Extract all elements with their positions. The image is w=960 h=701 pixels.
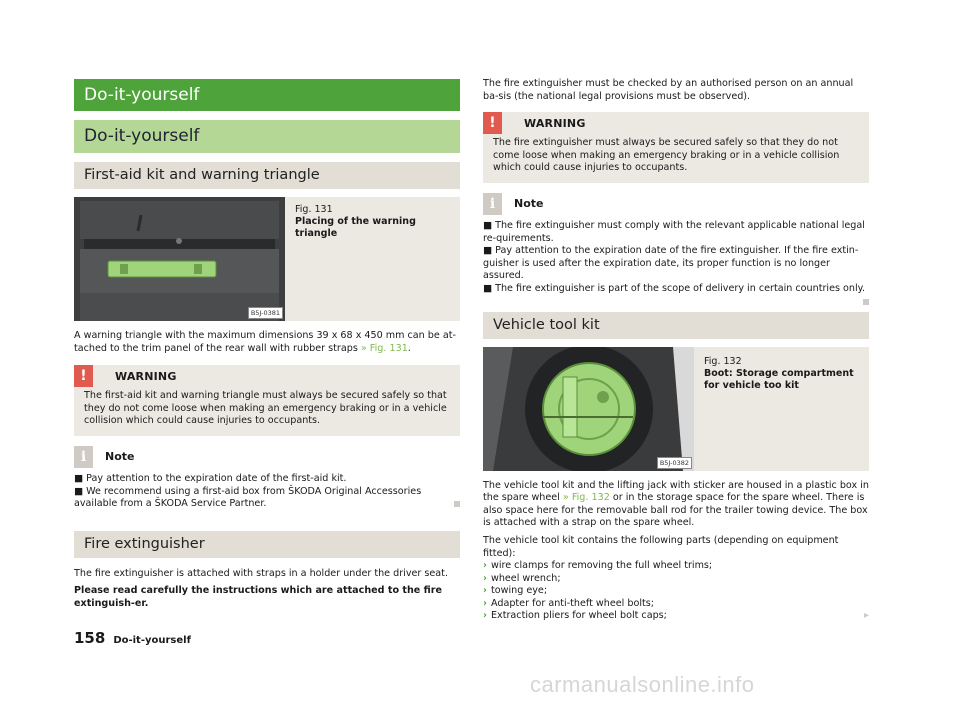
paragraph-text-end: or in the storage space for the spare wheel. There is also space here for the removable ball rod for the trailer towing device. The box is attached with a strap on the spare wheel. <box>483 492 868 529</box>
left-column <box>74 79 460 611</box>
section-heading: Do-it-yourself <box>74 120 460 153</box>
note-title: Note <box>105 450 135 464</box>
paragraph-tool-kit <box>483 480 869 530</box>
section-end-icon <box>863 299 869 305</box>
section-end-icon <box>454 501 460 507</box>
note-heading <box>74 446 460 468</box>
note-item <box>483 283 869 296</box>
list-item: › Extraction pliers for wheel bolt caps; <box>483 610 667 621</box>
note-item <box>74 486 460 511</box>
figure-code: B5J-0381 <box>248 307 283 319</box>
paragraph-inspection: The fire extinguisher must be checked by an authorised person on an annual ba-sis (the national legal provisions must be observed). <box>483 78 854 102</box>
warning-icon: ! <box>483 112 502 134</box>
paragraph-end: . <box>407 342 411 354</box>
figure-number: Fig. 131 <box>295 204 333 215</box>
list-item: › Adapter for anti-theft wheel bolts; <box>483 598 869 611</box>
chapter-heading: Do-it-yourself <box>74 79 460 111</box>
tool-kit-image <box>483 347 694 471</box>
warning-text: The first-aid kit and warning triangle must always be secured safely so that they do not come loose when making an emergency braking or in a vehicle collision which could cause injuries to occupants. <box>84 390 447 427</box>
page-footer <box>74 629 191 647</box>
figure-title: Boot: Storage compartment for vehicle too kit <box>704 367 854 391</box>
list-item-last <box>483 610 869 623</box>
warning-box <box>483 112 869 183</box>
page-number: 158 <box>74 629 106 647</box>
paragraph-instructions: Please read carefully the instructions which are attached to the fire extinguish-er. <box>74 585 442 609</box>
figure-132 <box>483 347 869 471</box>
info-icon: i <box>483 193 502 215</box>
figure-caption <box>694 347 869 471</box>
footer-chapter-label: Do-it-yourself <box>113 635 191 646</box>
continue-arrow-icon: ▸ <box>863 610 869 622</box>
paragraph-tool-kit-contents: The vehicle tool kit contains the following parts (depending on equipment fitted): <box>483 534 839 559</box>
note-item: ■ The fire extinguisher must comply with the relevant applicable national legal re-quirements. <box>483 219 865 244</box>
figure-code: B5J-0382 <box>657 457 692 469</box>
note-item-text: ■ We recommend using a first-aid box from ŠKODA Original Accessories available from a ŠKODA Service Partner. <box>74 485 422 510</box>
figure-title: Placing of the warning triangle <box>295 216 416 239</box>
note-heading <box>483 193 869 215</box>
note-item: ■ Pay attention to the expiration date of the fire extinguisher. If the fire extin-guisher is used after the expiration date, its proper function is no longer assured. <box>483 245 859 282</box>
paragraph-text: A warning triangle with the maximum dimensions 39 x 68 x 450 mm can be at-tached to the trim panel of the rear wall with rubber straps <box>74 330 456 354</box>
watermark: carmanualsonline.info <box>530 672 755 697</box>
figure-131 <box>74 197 460 321</box>
paragraph-text: The vehicle tool kit and the lifting jack with sticker are housed in a plastic box in the spare wheel <box>483 479 869 504</box>
paragraph-fire-extinguisher: The fire extinguisher is attached with straps in a holder under the driver seat. <box>74 567 448 579</box>
note-item-text: ■ The fire extinguisher is part of the scope of delivery in certain countries only. <box>483 282 866 294</box>
paragraph-warning-triangle <box>74 330 460 355</box>
warning-title: WARNING <box>524 116 586 130</box>
info-icon: i <box>74 446 93 468</box>
warning-triangle-image <box>74 197 285 321</box>
trunk-illustration <box>74 197 285 321</box>
note-item: ■ Pay attention to the expiration date of the first-aid kit. <box>74 472 347 484</box>
figure-link[interactable]: » Fig. 132 <box>562 492 610 504</box>
warning-icon: ! <box>74 365 93 387</box>
warning-text: The fire extinguisher must always be secured safely so that they do not come loose when making an emergency braking or in a vehicle collision which could cause injuries to occupants. <box>493 137 840 174</box>
spare-wheel-illustration <box>483 347 694 471</box>
list-item: › wire clamps for removing the full wheel trims; <box>483 560 869 573</box>
figure-number: Fig. 132 <box>704 355 742 367</box>
warning-box <box>74 365 460 436</box>
list-item: › towing eye; <box>483 585 869 598</box>
subsection-heading-first-aid: First-aid kit and warning triangle <box>74 162 460 189</box>
note-title: Note <box>514 197 544 211</box>
right-column <box>483 78 869 623</box>
subsection-heading-fire-extinguisher: Fire extinguisher <box>74 531 460 558</box>
list-item: › wheel wrench; <box>483 573 869 586</box>
figure-link[interactable]: » Fig. 131 <box>360 342 408 354</box>
warning-title: WARNING <box>115 369 177 383</box>
figure-caption <box>285 197 460 321</box>
subsection-heading-tool-kit: Vehicle tool kit <box>483 312 869 339</box>
